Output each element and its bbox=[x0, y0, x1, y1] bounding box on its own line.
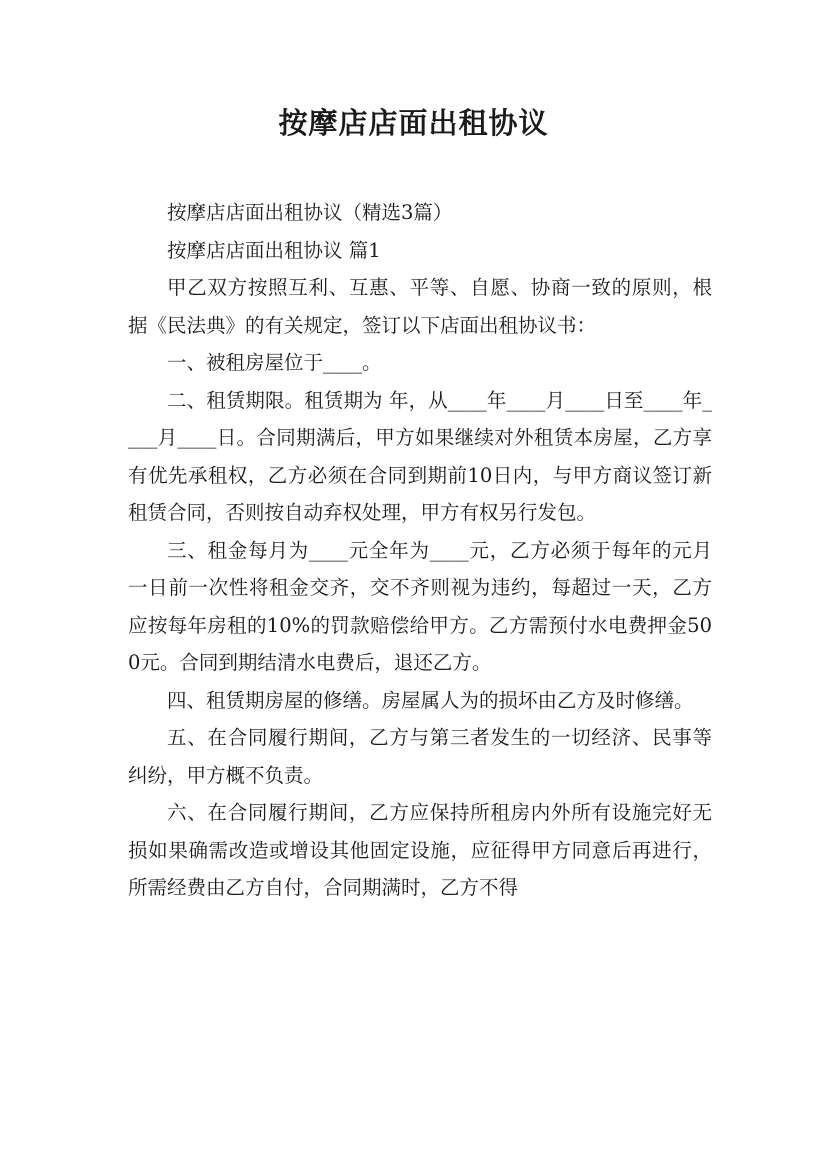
subtitle-paragraph: 按摩店店面出租协议（精选3篇） bbox=[167, 201, 453, 224]
section-heading-paragraph: 按摩店店面出租协议 篇1 bbox=[167, 238, 381, 262]
clause-4-paragraph: 四、租赁期房屋的修缮。房屋属人为的损坏由乙方及时修缮。 bbox=[167, 688, 694, 712]
document-title: 按摩店店面出租协议 bbox=[278, 106, 549, 140]
intro-paragraph: 甲乙双方按照互利、互惠、平等、自愿、协商一致的原则，根据《民法典》的有关规定，签订以下店面出租协议书： bbox=[128, 276, 712, 337]
clause-5-paragraph: 五、在合同履行期间，乙方与第三者发生的一切经济、民事等纠纷，甲方概不负责。 bbox=[128, 726, 712, 787]
clause-3-paragraph: 三、租金每月为____元全年为____元，乙方必须于每年的元月一日前一次性将租金交齐，交不齐则视为违约，每超过一天，乙方应按每年房租的10%的罚款赔偿给甲方。乙方需预付水电费押金500元。合同到期结清水电费后，退还乙方。 bbox=[128, 538, 712, 674]
clause-6-paragraph: 六、在合同履行期间，乙方应保持所租房内外所有设施完好无损如果确需改造或增设其他固定设施，应征得甲方同意后再进行，所需经费由乙方自付，合同期满时，乙方不得 bbox=[128, 801, 712, 899]
clause-1-paragraph: 一、被租房屋位于____。 bbox=[167, 351, 382, 374]
document-body bbox=[128, 194, 712, 907]
clause-2-paragraph: 二、租赁期限。租赁期为 年，从____年____月____日至____年____月____日。合同期满后，甲方如果继续对外租赁本房屋，乙方享有优先承租权，乙方必须在合同到期前10日内，与甲方商议签订新租赁合同，否则按自动弃权处理，甲方有权另行发包。 bbox=[128, 388, 712, 524]
